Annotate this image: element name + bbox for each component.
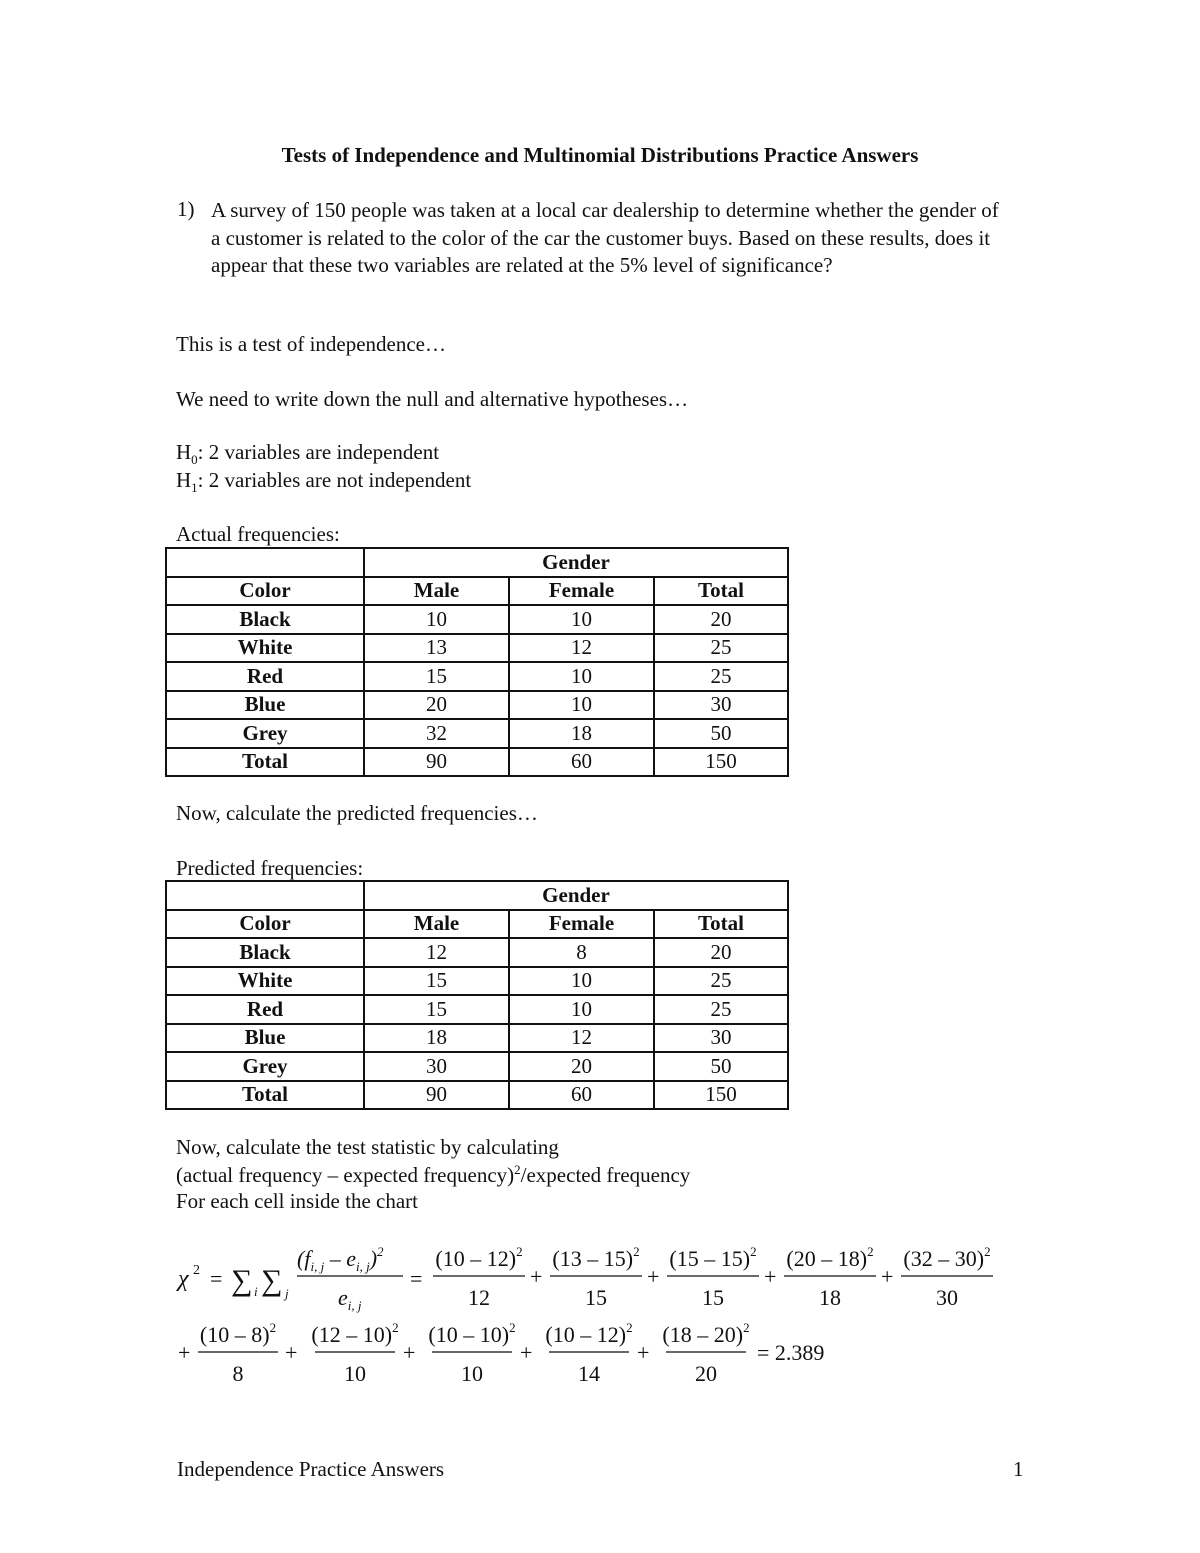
equals-sign: = bbox=[410, 1266, 423, 1291]
actual-frequencies-caption: Actual frequencies: bbox=[176, 522, 340, 546]
fraction-denominator: 15 bbox=[585, 1285, 607, 1310]
table-cell: 12 bbox=[509, 634, 654, 663]
row-label: Total bbox=[166, 748, 364, 777]
document-title: Tests of Independence and Multinomial Distributions Practice Answers bbox=[281, 143, 919, 167]
table-cell: 30 bbox=[654, 691, 788, 720]
general-denominator: $e_{i, j}$ bbox=[338, 1285, 362, 1313]
table-cell: 32 bbox=[364, 719, 509, 748]
sum-index-j: j bbox=[285, 1286, 289, 1301]
row-label: Grey bbox=[166, 719, 364, 748]
sum-icon: ∑ bbox=[261, 1264, 283, 1297]
row-label: White bbox=[166, 634, 364, 663]
chi-exponent: 2 bbox=[193, 1263, 200, 1278]
table-cell: 18 bbox=[364, 1024, 509, 1053]
sum-icon: ∑ bbox=[231, 1264, 253, 1297]
row-label: Total bbox=[166, 1081, 364, 1110]
fraction-denominator: 14 bbox=[578, 1361, 600, 1386]
table-cell: 90 bbox=[364, 1081, 509, 1110]
table-cell: 20 bbox=[654, 605, 788, 634]
question-text: A survey of 150 people was taken at a local car dealership to determine whether the gender of a customer is related to the color of the car the customer buys. Based on these results, does it appear that these two variables are related at the 5% level of significance? bbox=[211, 198, 999, 277]
fraction-numerator: (10 – 10)$^2$ bbox=[428, 1320, 516, 1347]
alternative-hypothesis: $H_1$: 2 variables are not independent bbox=[176, 468, 472, 496]
table-cell: 10 bbox=[509, 691, 654, 720]
question-number: 1) bbox=[177, 197, 195, 221]
plus-sign: + bbox=[520, 1340, 533, 1365]
fraction-denominator: 20 bbox=[695, 1361, 717, 1386]
plus-sign: + bbox=[764, 1264, 777, 1289]
row-label: Red bbox=[166, 995, 364, 1024]
fraction-denominator: 10 bbox=[461, 1361, 483, 1386]
plus-sign: + bbox=[637, 1340, 650, 1365]
chi-symbol: χ bbox=[178, 1266, 189, 1292]
column-header: Total bbox=[654, 577, 788, 606]
table-cell: 10 bbox=[509, 995, 654, 1024]
table-cell: 15 bbox=[364, 995, 509, 1024]
predicted-frequencies-caption: Predicted frequencies: bbox=[176, 856, 364, 880]
general-numerator: $(f_{i, j} - e_{i, j})^2$ bbox=[297, 1244, 384, 1274]
footer-title: Independence Practice Answers bbox=[177, 1457, 445, 1481]
table-cell: 50 bbox=[654, 1052, 788, 1081]
column-header: Male bbox=[364, 910, 509, 939]
fraction-denominator: 18 bbox=[819, 1285, 841, 1310]
equals-sign: = bbox=[210, 1266, 223, 1291]
gender-header: Gender bbox=[364, 548, 788, 577]
predicted-intro-text: Now, calculate the predicted frequencies… bbox=[176, 801, 538, 825]
fraction-numerator: (10 – 12)$^2$ bbox=[545, 1320, 633, 1347]
null-hypothesis: $H_0$: 2 variables are independent bbox=[176, 440, 440, 468]
table-cell: 20 bbox=[364, 691, 509, 720]
chi-square-result: = 2.389 bbox=[757, 1340, 825, 1365]
table-cell: 25 bbox=[654, 995, 788, 1024]
column-header: Total bbox=[654, 910, 788, 939]
fraction-numerator: (32 – 30)$^2$ bbox=[903, 1244, 991, 1271]
row-label: White bbox=[166, 967, 364, 996]
gender-header: Gender bbox=[364, 881, 788, 910]
table-cell: 30 bbox=[364, 1052, 509, 1081]
plus-sign: + bbox=[530, 1264, 543, 1289]
column-header: Color bbox=[166, 577, 364, 606]
table-cell: 25 bbox=[654, 634, 788, 663]
table-cell: 20 bbox=[509, 1052, 654, 1081]
table-cell: 15 bbox=[364, 967, 509, 996]
row-label: Blue bbox=[166, 1024, 364, 1053]
table-cell: 18 bbox=[509, 719, 654, 748]
row-label: Black bbox=[166, 605, 364, 634]
table-cell: 150 bbox=[654, 1081, 788, 1110]
plus-sign: + bbox=[403, 1340, 416, 1365]
table-cell: 90 bbox=[364, 748, 509, 777]
fraction-numerator: (12 – 10)$^2$ bbox=[311, 1320, 399, 1347]
plus-sign: + bbox=[647, 1264, 660, 1289]
fraction-denominator: 8 bbox=[232, 1361, 244, 1386]
row-label: Blue bbox=[166, 691, 364, 720]
table-cell: 10 bbox=[509, 605, 654, 634]
fraction-numerator: (13 – 15)$^2$ bbox=[552, 1244, 640, 1271]
test-statistic-intro-text: Now, calculate the test statistic by calculating bbox=[176, 1135, 559, 1159]
table-cell: 10 bbox=[509, 967, 654, 996]
fraction-numerator: (18 – 20)$^2$ bbox=[662, 1320, 750, 1347]
table-cell: 60 bbox=[509, 1081, 654, 1110]
sum-index-i: i bbox=[254, 1284, 258, 1299]
table-cell: 60 bbox=[509, 748, 654, 777]
table-cell: 10 bbox=[509, 662, 654, 691]
column-header: Female bbox=[509, 577, 654, 606]
table-cell: 13 bbox=[364, 634, 509, 663]
fraction-numerator: (20 – 18)$^2$ bbox=[786, 1244, 874, 1271]
fraction-denominator: 10 bbox=[344, 1361, 366, 1386]
plus-sign: + bbox=[178, 1340, 191, 1365]
table-cell: 25 bbox=[654, 967, 788, 996]
fraction-denominator: 30 bbox=[936, 1285, 958, 1310]
fraction-numerator: (15 – 15)$^2$ bbox=[669, 1244, 757, 1271]
test-statistic-formula-text: (actual frequency – expected frequency)$^2$/expected frequency bbox=[176, 1162, 691, 1187]
table-cell: 50 bbox=[654, 719, 788, 748]
plus-sign: + bbox=[881, 1264, 894, 1289]
table-cell: 15 bbox=[364, 662, 509, 691]
table-cell: 12 bbox=[509, 1024, 654, 1053]
column-header: Female bbox=[509, 910, 654, 939]
plus-sign: + bbox=[285, 1340, 298, 1365]
row-label: Grey bbox=[166, 1052, 364, 1081]
row-label: Black bbox=[166, 938, 364, 967]
table-cell: 25 bbox=[654, 662, 788, 691]
page-number: 1 bbox=[1013, 1457, 1024, 1481]
fraction-denominator: 12 bbox=[468, 1285, 490, 1310]
table-cell: 20 bbox=[654, 938, 788, 967]
fraction-numerator: (10 – 8)$^2$ bbox=[199, 1320, 277, 1347]
row-label: Red bbox=[166, 662, 364, 691]
table-cell: 30 bbox=[654, 1024, 788, 1053]
test-type-text: This is a test of independence… bbox=[176, 332, 447, 356]
column-header: Color bbox=[166, 910, 364, 939]
fraction-numerator: (10 – 12)$^2$ bbox=[435, 1244, 523, 1271]
table-cell: 150 bbox=[654, 748, 788, 777]
table-cell: 12 bbox=[364, 938, 509, 967]
table-cell: 10 bbox=[364, 605, 509, 634]
fraction-denominator: 15 bbox=[702, 1285, 724, 1310]
table-cell: 8 bbox=[509, 938, 654, 967]
column-header: Male bbox=[364, 577, 509, 606]
each-cell-text: For each cell inside the chart bbox=[176, 1189, 418, 1213]
hypotheses-intro-text: We need to write down the null and alternative hypotheses… bbox=[176, 387, 689, 411]
